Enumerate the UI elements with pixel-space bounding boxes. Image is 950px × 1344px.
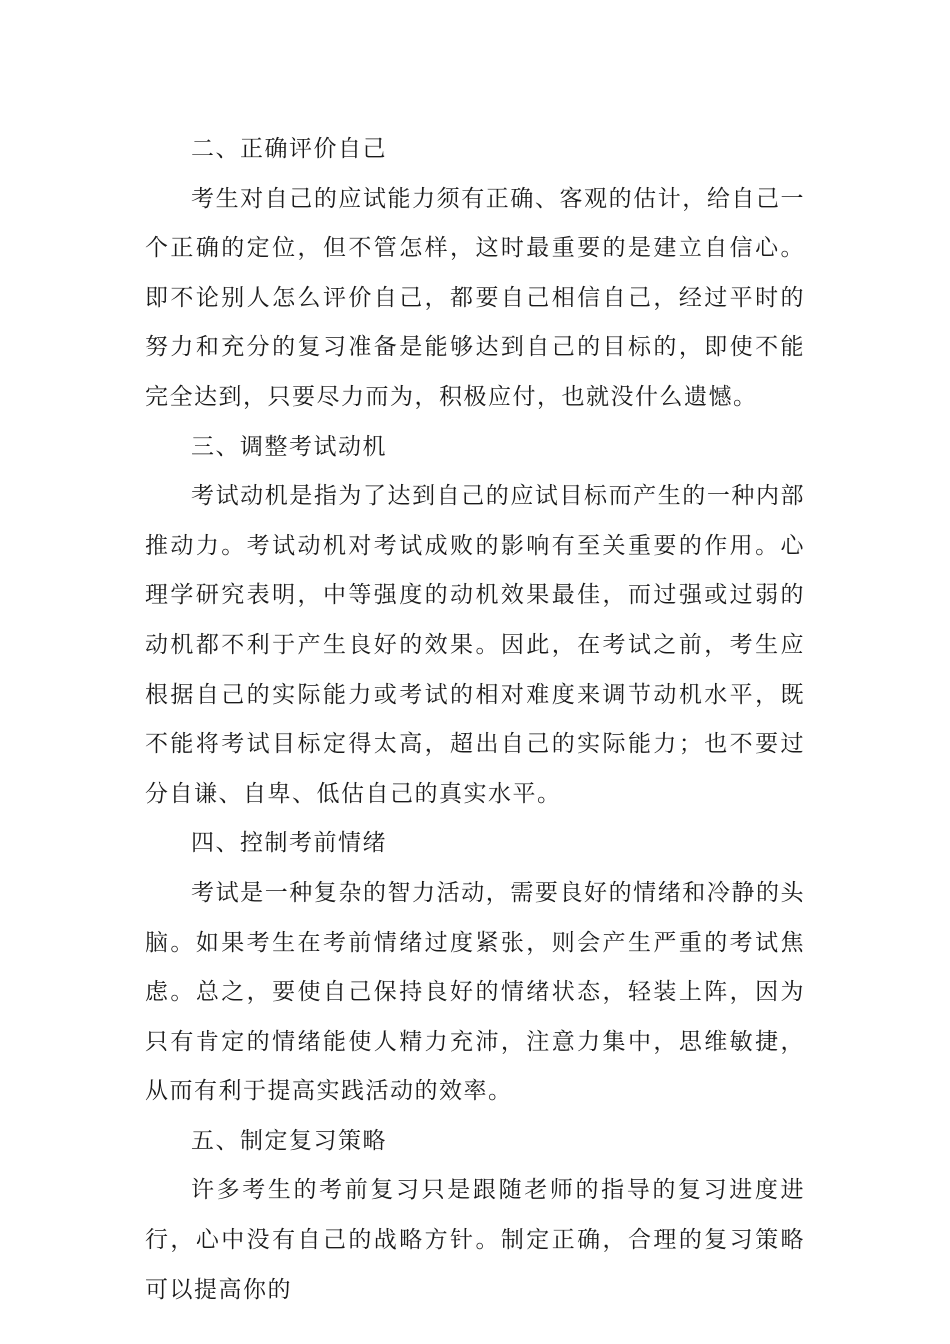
section-paragraph-control-emotion: 考试是一种复杂的智力活动，需要良好的情绪和冷静的头脑。如果考生在考前情绪过度紧张，则会产生严重的考试焦虑。总之，要使自己保持良好的情绪状态，轻装上阵，因为只有肯定的情绪能使人精力充沛，注意力集中，思维敏捷，从而有利于提高实践活动的效率。 <box>145 879 805 1105</box>
section-heading-review-strategy: 五、制定复习策略 <box>191 1127 387 1154</box>
section-paragraph-review-strategy: 许多考生的考前复习只是跟随老师的指导的复习进度进行，心中没有自己的战略方针。制定正确，合理的复习策略可以提高你的 <box>145 1177 805 1303</box>
section-heading-exam-motivation: 三、调整考试动机 <box>191 433 387 460</box>
section-paragraph-evaluate-self: 考生对自己的应试能力须有正确、客观的估计，给自己一个正确的定位，但不管怎样，这时最重要的是建立自信心。即不论别人怎么评价自己，都要自己相信自己，经过平时的努力和充分的复习准备是能够达到自己的目标的，即使不能完全达到，只要尽力而为，积极应付，也就没什么遗憾。 <box>145 185 805 410</box>
section-heading-evaluate-self: 二、正确评价自己 <box>191 136 387 162</box>
section-heading-control-emotion: 四、控制考前情绪 <box>191 830 387 857</box>
section-paragraph-exam-motivation: 考试动机是指为了达到自己的应试目标而产生的一种内部推动力。考试动机对考试成败的影响有至关重要的作用。心理学研究表明，中等强度的动机效果最佳，而过强或过弱的动机都不利于产生良好的效果。因此，在考试之前，考生应根据自己的实际能力或考试的相对难度来调节动机水平，既不能将考试目标定得太高，超出自己的实际能力；也不要过分自谦、自卑、低估自己的真实水平。 <box>145 483 805 807</box>
document-body <box>145 125 805 1315</box>
